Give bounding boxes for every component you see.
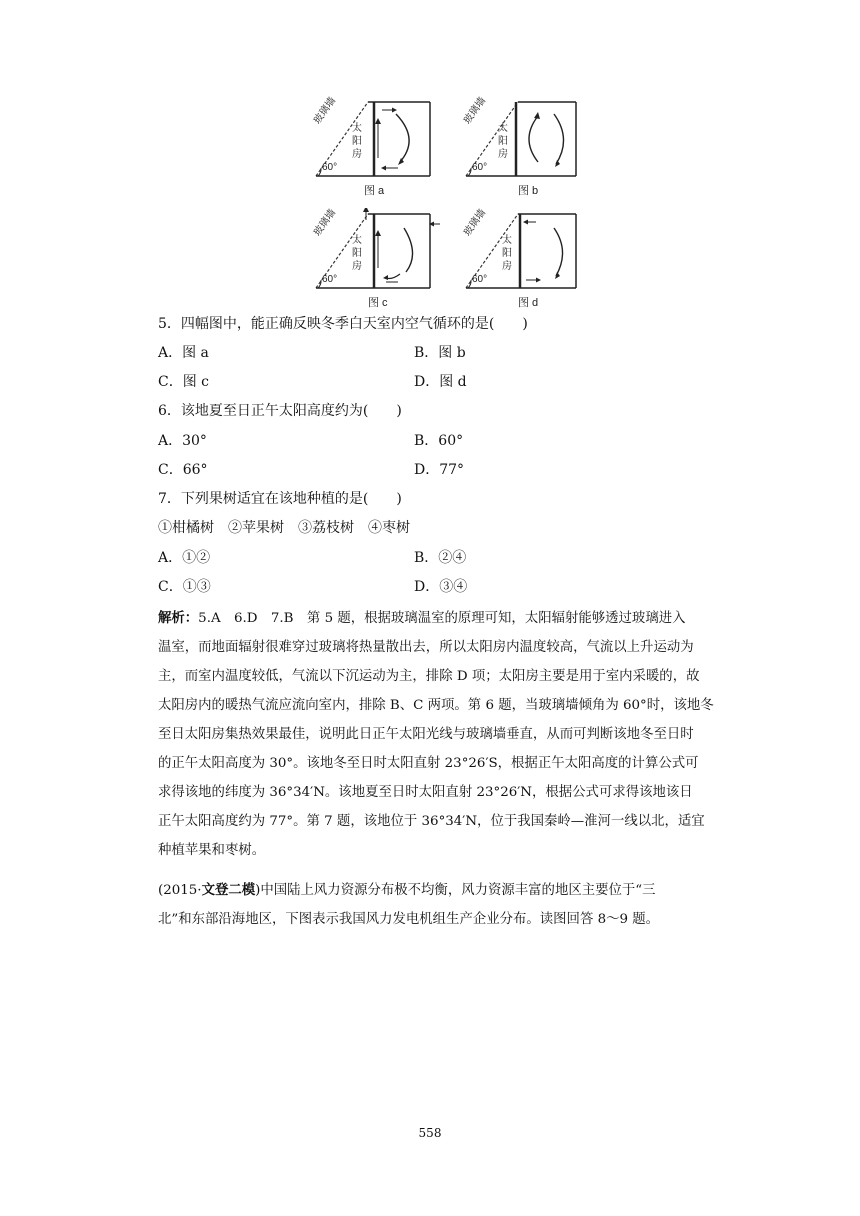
source-name: 文登二模 bbox=[201, 882, 256, 898]
question-7-option-a: A．①② bbox=[158, 550, 211, 566]
figure-d bbox=[458, 208, 598, 308]
intro-line-1 bbox=[158, 876, 718, 905]
figure-b-caption: 图 b bbox=[518, 185, 539, 197]
glass-wall-label: 玻璃墙 bbox=[312, 207, 339, 239]
question-5-stem: 5．四幅图中，能正确反映冬季白天室内空气循环的是( ) bbox=[158, 316, 528, 332]
analysis-text: 求得该地的纬度为 36°34′N。该地夏至日时太阳直射 23°26′N，根据公式可求得该地该日 bbox=[158, 785, 693, 800]
figure-a-caption: 图 a bbox=[364, 185, 385, 197]
question-6-option-b: B．60° bbox=[414, 433, 464, 449]
figure-group bbox=[308, 96, 598, 310]
question-6-option-c: C．66° bbox=[158, 462, 208, 478]
figure-d-caption: 图 d bbox=[518, 297, 539, 309]
question-5-option-a: A．图 a bbox=[158, 345, 209, 361]
angle-label: 60° bbox=[322, 274, 338, 285]
source-prefix: (2015· bbox=[158, 883, 202, 898]
analysis-line-1 bbox=[158, 604, 718, 633]
intro-text: )中国陆上风力资源分布极不均衡，风力资源丰富的地区主要位于“三 bbox=[255, 883, 656, 898]
question-7-option-c: C．①③ bbox=[158, 579, 211, 595]
question-7-stem: 7．下列果树适宜在该地种植的是( ) bbox=[158, 491, 402, 507]
glass-wall-label: 玻璃墙 bbox=[312, 95, 339, 127]
angle-label: 60° bbox=[472, 274, 488, 285]
intro-text: 北”和东部沿海地区，下图表示我国风力发电机组生产企业分布。读图回答 8～9 题。 bbox=[158, 912, 660, 927]
sun-room-label: 太阳房 bbox=[498, 123, 508, 160]
analysis-text: 主，而室内温度较低，气流以下沉运动为主，排除 D 项；太阳房主要是用于室内采暖的，故 bbox=[158, 669, 700, 684]
analysis-block bbox=[158, 604, 718, 865]
question-7-option-d: D．③④ bbox=[414, 579, 468, 595]
analysis-text: 至日太阳房集热效果最佳，说明此日正午太阳光线与玻璃墙垂直，从而可判断该地冬至日时 bbox=[158, 727, 694, 742]
question-7-choices: ①柑橘树 ②苹果树 ③荔枝树 ④枣树 bbox=[158, 520, 410, 536]
figure-c bbox=[308, 208, 448, 308]
figure-c-caption: 图 c bbox=[368, 297, 388, 309]
sun-room-label: 太阳房 bbox=[352, 123, 362, 160]
question-7-option-b: B．②④ bbox=[414, 550, 467, 566]
question-5-option-c: C．图 c bbox=[158, 374, 210, 390]
analysis-text: 太阳房内的暖热气流应流向室内，排除 B、C 两项。第 6 题，当玻璃墙倾角为 60°时，该地冬 bbox=[158, 698, 714, 713]
analysis-text: 种植苹果和枣树。 bbox=[158, 843, 266, 858]
question-6-option-a: A．30° bbox=[158, 433, 207, 449]
analysis-text: 的正午太阳高度为 30°。该地冬至日时太阳直射 23°26′S，根据正午太阳高度的计算公式可 bbox=[158, 756, 699, 771]
figure-a bbox=[308, 96, 448, 196]
analysis-answers: 5.A 6.D 7.B bbox=[198, 611, 294, 626]
sun-room-label: 太阳房 bbox=[352, 235, 362, 272]
analysis-text: 正午太阳高度约为 77°。第 7 题，该地位于 36°34′N，位于我国秦岭—淮河一线以北，适宜 bbox=[158, 814, 705, 829]
question-6-stem: 6．该地夏至日正午太阳高度约为( ) bbox=[158, 403, 402, 419]
glass-wall-label: 玻璃墙 bbox=[462, 95, 489, 127]
angle-label: 60° bbox=[322, 162, 338, 173]
figure-b bbox=[458, 96, 598, 196]
question-6-option-d: D．77° bbox=[414, 462, 465, 478]
analysis-text: 温室，而地面辐射很难穿过玻璃将热量散出去，所以太阳房内温度较高，气流以上升运动为 bbox=[158, 640, 694, 655]
sun-room-label: 太阳房 bbox=[502, 235, 512, 272]
angle-label: 60° bbox=[472, 162, 488, 173]
page-number: 558 bbox=[418, 1126, 442, 1140]
analysis-label: 解析： bbox=[158, 610, 199, 626]
glass-wall-label: 玻璃墙 bbox=[462, 207, 489, 239]
analysis-text: 第 5 题，根据玻璃温室的原理可知，太阳辐射能够透过玻璃进入 bbox=[306, 611, 686, 626]
question-5-option-d: D．图 d bbox=[414, 374, 467, 390]
intro-block bbox=[158, 876, 718, 934]
question-5-option-b: B．图 b bbox=[414, 345, 466, 361]
